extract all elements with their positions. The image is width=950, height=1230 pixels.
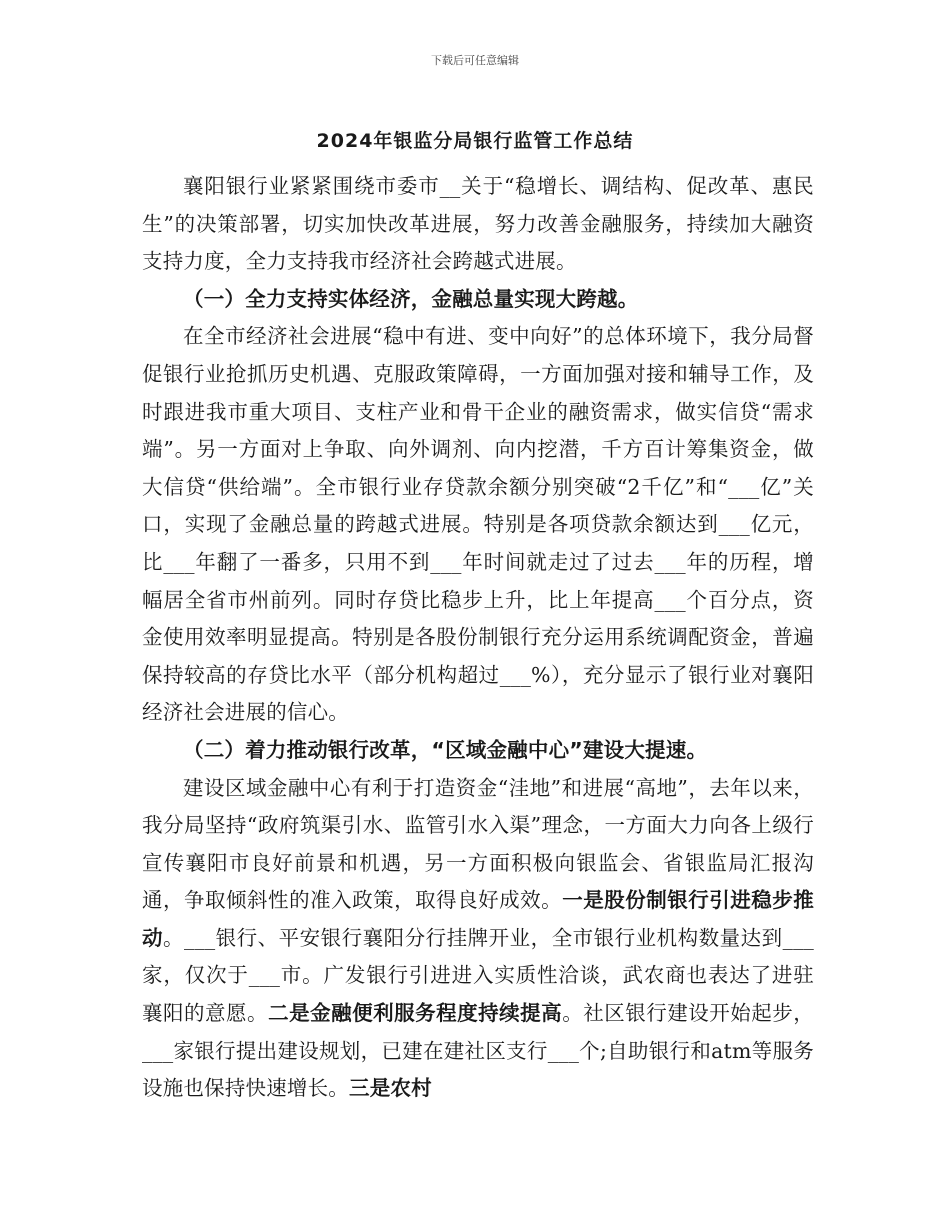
section-2-paragraph <box>142 770 814 1108</box>
document-body <box>142 168 814 1108</box>
document-title: 2024年银监分局银行监管工作总结 <box>316 130 634 152</box>
section-2-text-b: 。___银行、平安银行襄阳分行挂牌开业，全市银行业机构数量达到___家，仅次于___市。广发银行引进进入实质性洽谈，武农商也表达了进驻襄阳的意愿。 <box>142 925 814 1026</box>
section-2-text-a: 建设区域金融中心有利于打造资金“洼地”和进展“高地”，去年以来，我分局坚持“政府筑渠引水、监管引水入渠”理念，一方面大力向各上级行宣传襄阳市良好前景和机遇，另一方面积极向银监会、省银监局汇报沟通，争取倾斜性的准入政策，取得良好成效。 <box>142 775 814 913</box>
intro-paragraph: 襄阳银行业紧紧围绕市委市__关于“稳增长、调结构、促改革、惠民生”的决策部署，切实加快改革进展，努力改善金融服务，持续加大融资支持力度，全力支持我市经济社会跨越式进展。 <box>142 174 814 274</box>
section-2-point-3: 三是农村 <box>349 1076 432 1101</box>
header-note: 下载后可任意编辑 <box>431 54 519 67</box>
section-2-text-c: 。社区银行建设开始起步，___家银行提出建设规划，已建在建社区支行___个;自助银行和atm等服务设施也保持快速增长。 <box>142 1001 814 1101</box>
section-1-paragraph: 在全市经济社会进展“稳中有进、变中向好”的总体环境下，我分局督促银行业抢抓历史机遇、克服政策障碍，一方面加强对接和辅导工作，及时跟进我市重大项目、支柱产业和骨干企业的融资需求，做实信贷“需求端”。另一方面对上争取、向外调剂、向内挖潜，千方百计筹集资金，做大信贷“供给端”。全市银行业存贷款余额分别突破“2千亿”和“___亿”关口，实现了金融总量的跨越式进展。特别是各项贷款余额达到___亿元，比___年翻了一番多，只用不到___年时间就走过了过去___年的历程，增幅居全省市州前列。同时存贷比稳步上升，比上年提高___个百分点，资金使用效率明显提高。特别是各股份制银行充分运用系统调配资金，普遍保持较高的存贷比水平（部分机构超过___%），充分显示了银行业对襄阳经济社会进展的信心。 <box>142 324 814 725</box>
section-1-heading: （一）全力支持实体经济，金融总量实现大跨越。 <box>183 286 639 311</box>
section-2-point-1: 一是股份制银行引进稳步推动 <box>142 888 815 950</box>
section-2-point-2: 二是金融便利服务程度持续提高 <box>268 1001 563 1026</box>
section-2-heading: （二）着力推动银行改革，“区域金融中心”建设大提速。 <box>183 737 708 762</box>
